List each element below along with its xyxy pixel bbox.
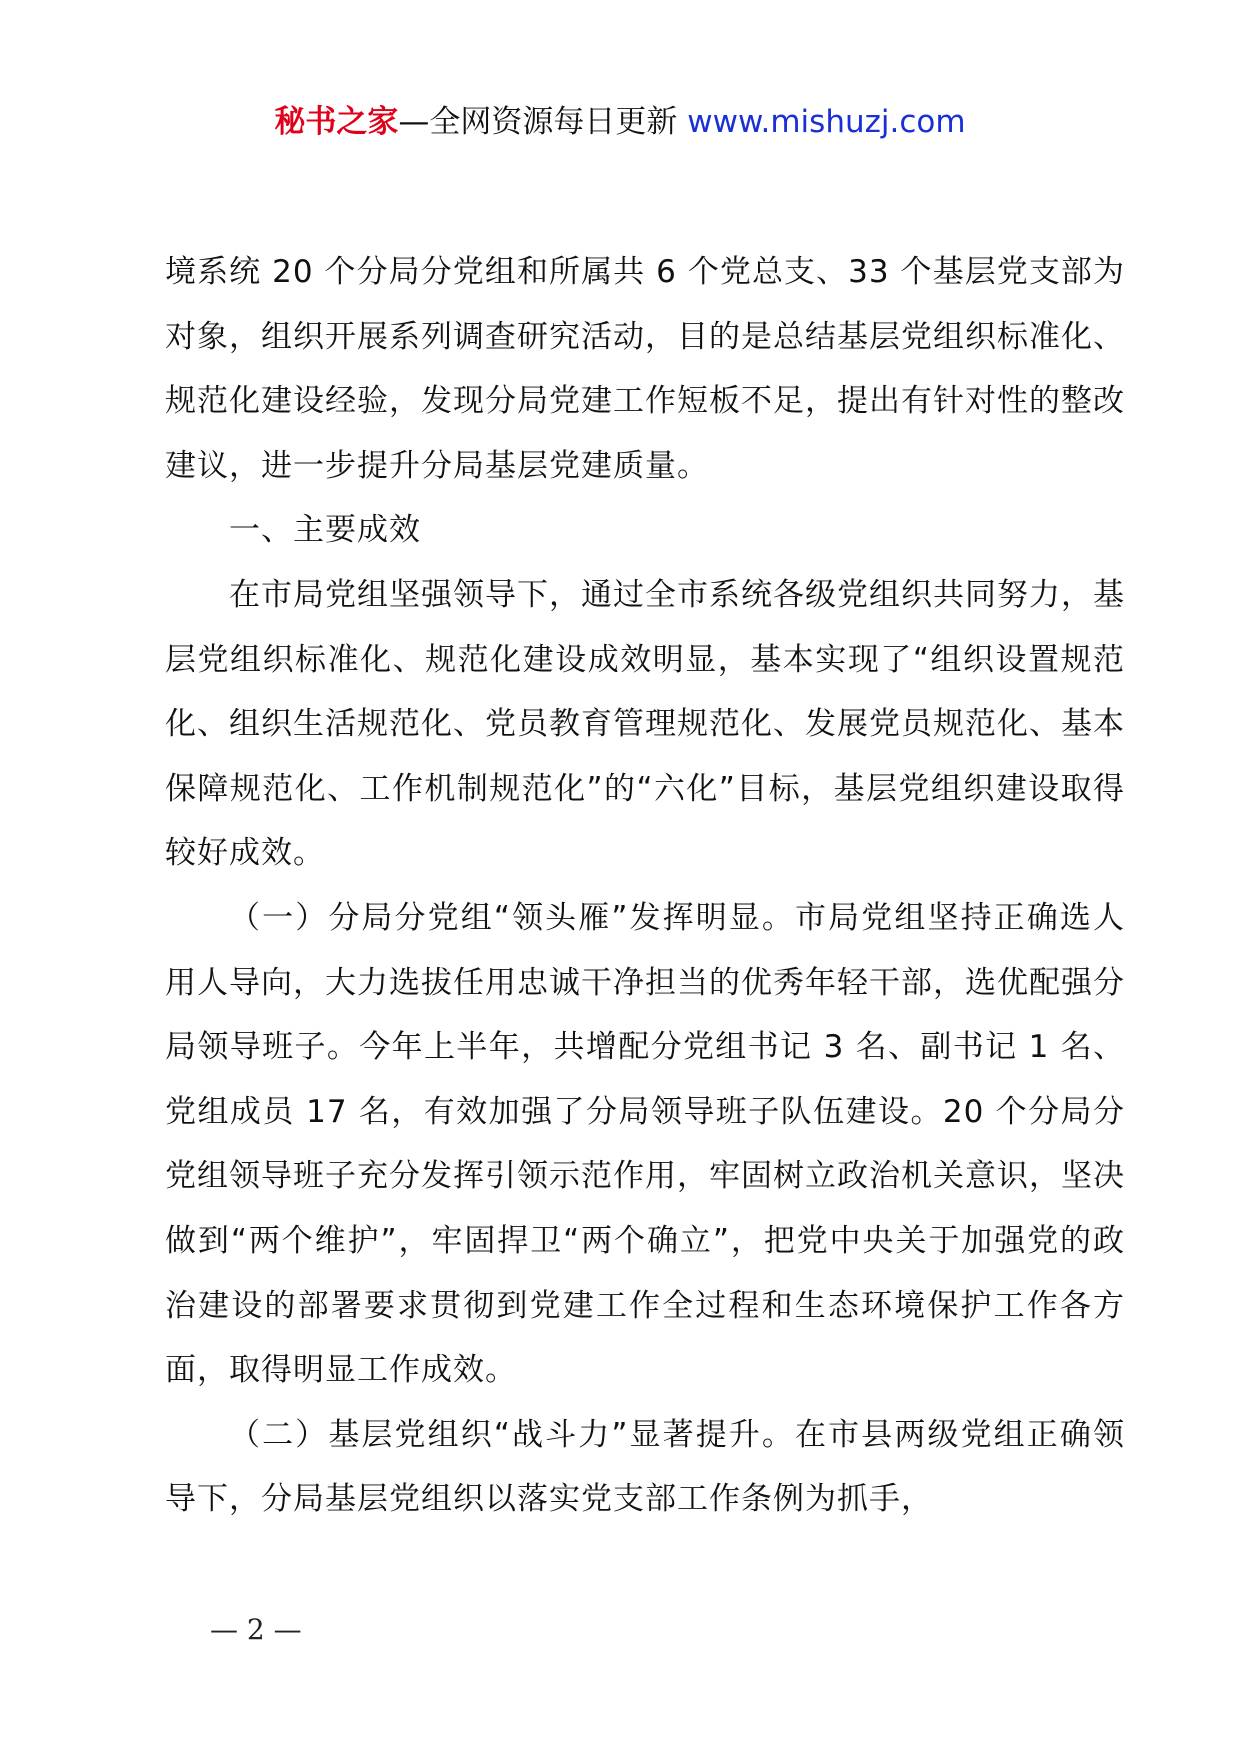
brand-name: 秘书之家 <box>274 104 399 140</box>
page-header <box>0 100 1240 144</box>
site-url-link[interactable]: www.mishuzj.com <box>687 104 966 140</box>
section-heading: 一、主要成效 <box>229 512 421 549</box>
paragraph-main-results: 在市局党组坚强领导下，通过全市系统各级党组织共同努力，基层党组织标准化、规范化建设成效明显，基本实现了“组织设置规范化、组织生活规范化、党员教育管理规范化、发展党员规范化、基本保障规范化、工作机制规范化”的“六化”目标，基层党组织建设取得较好成效。 <box>165 576 1125 872</box>
paragraph-subsection-1: （一）分局分党组“领头雁”发挥明显。市局党组坚持正确选人用人导向，大力选拔任用忠诚干净担当的优秀年轻干部，选优配强分局领导班子。今年上半年，共增配分党组书记 3 名、副书记 1 名、党组成员 17 名，有效加强了分局领导班子队伍建设。20 个分局分党组领导班子充分发挥引领示范作用，牢固树立政治机关意识，坚决做到“两个维护”，牢固捍卫“两个确立”，把党中央关于加强党的政治建设的部署要求贯彻到党建工作全过程和生态环境保护工作各方面，取得明显工作成效。 <box>165 899 1125 1389</box>
paragraph-subsection-2: （二）基层党组织“战斗力”显著提升。在市县两级党组正确领导下，分局基层党组织以落实党支部工作条例为抓手， <box>165 1416 1125 1518</box>
page-number: — 2 — <box>210 1613 302 1646</box>
paragraph-continuation: 境系统 20 个分局分党组和所属共 6 个党总支、33 个基层党支部为对象，组织开展系列调查研究活动，目的是总结基层党组织标准化、规范化建设经验，发现分局党建工作短板不足，提出有针对性的整改建议，进一步提升分局基层党建质量。 <box>165 254 1125 484</box>
header-tagline: —全网资源每日更新 <box>398 104 678 140</box>
document-body <box>165 240 1125 1532</box>
